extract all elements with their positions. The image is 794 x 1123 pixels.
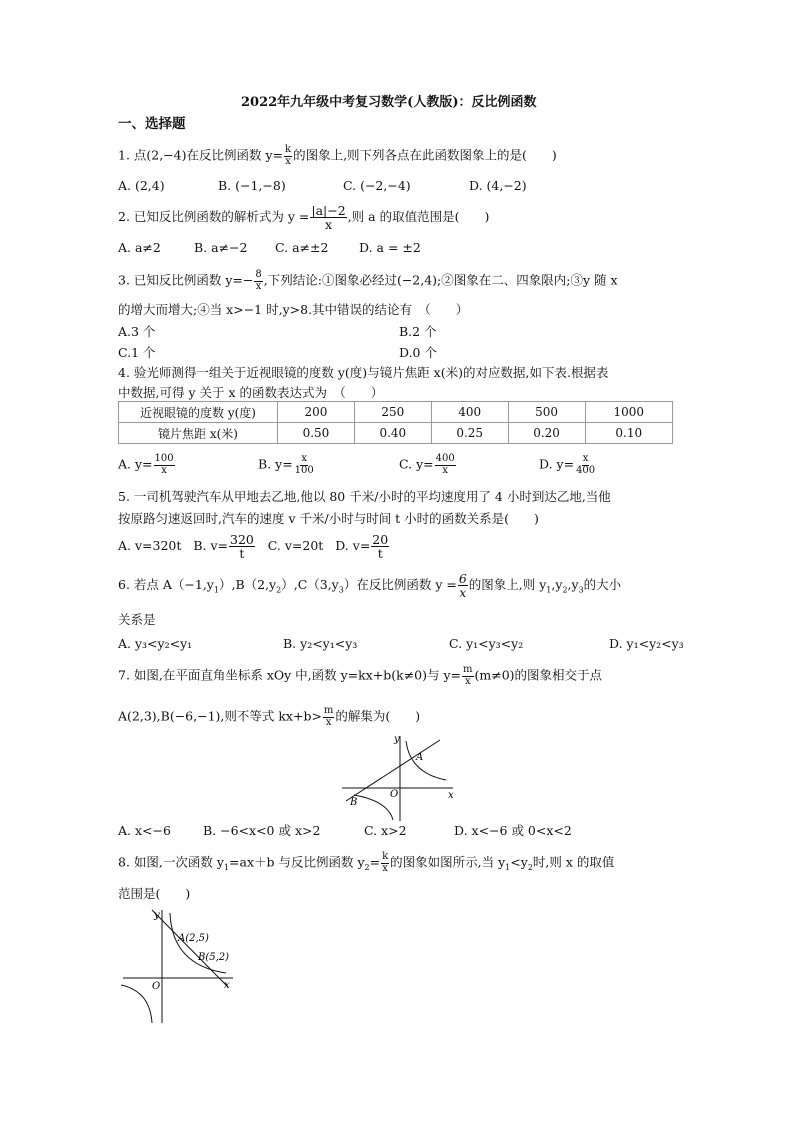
q7-axis-y-label: y (394, 734, 400, 745)
q1-option-a[interactable]: A. (2,4) (118, 178, 165, 193)
q7-figure (340, 733, 460, 823)
q7-option-a[interactable]: A. x<−6 (118, 823, 171, 838)
q1-option-c[interactable]: C. (−2,−4) (343, 178, 411, 193)
q3-option-a[interactable]: A.3 个 (118, 324, 156, 339)
q7-option-d[interactable]: D. x<−6 或 0<x<2 (454, 823, 572, 838)
q2-option-d[interactable]: D. a = ±2 (359, 240, 421, 255)
question-3: 3. 已知反比例函数 y=− $\frac{8}{x}$ ,下列结论:①图象必经过(−2,4);②图象在二、四象限内;③y 随 x (118, 269, 618, 292)
q7-option-c[interactable]: C. x>2 (364, 823, 407, 838)
q5-option-b[interactable]: B. v= $\frac{320}{t}$ (193, 532, 254, 562)
table-cell: 250 (354, 402, 431, 423)
question-6: 6. 若点 $A(-1,y_1),B(2,y_2),C(3,y_3)$在反比例函数 y = $\frac{6}{x}$ 的图象上,则 $y_1,y_2,y_3$的大小 (118, 571, 622, 601)
q4-data-table (118, 401, 673, 444)
q8-axis-y-label: y (154, 910, 160, 921)
table-cell: 镜片焦距 x(米) (119, 423, 278, 444)
q3-option-b[interactable]: B.2 个 (399, 324, 437, 339)
q6-option-c[interactable]: C. y₁<y₃<y₂ (449, 636, 524, 651)
table-cell: 0.25 (431, 423, 508, 444)
question-8-line2: 范围是( ) (118, 886, 191, 901)
q4-option-b[interactable]: B. y= $\frac{x}{100}$ (258, 453, 314, 476)
q3-option-c[interactable]: C.1 个 (118, 345, 156, 360)
q5-option-c[interactable]: C. v=20t (267, 538, 324, 554)
question-5: 5. 一司机驾驶汽车从甲地去乙地,他以 80 千米/小时的平均速度用了 4 小时到达乙地,当他 (118, 489, 611, 504)
question-5-line2: 按原路匀速返回时,汽车的速度 v 千米/小时与时间 t 小时的函数关系是( ) (118, 511, 539, 526)
q7-origin-label: O (390, 789, 399, 800)
q8-origin-label: O (152, 981, 161, 992)
q2-option-a[interactable]: A. a≠2 (118, 240, 161, 255)
question-1: 1. 点(2,−4)在反比例函数 y= $\frac{k}{x}$ 的图象上,则下列各点在此函数图象上的是( ) (118, 144, 557, 167)
table-cell: 200 (278, 402, 355, 423)
q8-axis-x-label: x (224, 980, 230, 991)
question-8: 8. 如图,一次函数 $y_1=ax+b$ 与反比例函数 $y_2=$ $\frac{k}{x}$ 的图象如图所示,当 $y_1<y_2$时,则 x 的取值 (118, 851, 615, 874)
table-row (119, 402, 673, 423)
question-2: 2. 已知反比例函数的解析式为 y = $\frac{|a|-2}{x}$ ,则 a 的取值范围是( ) (118, 203, 490, 233)
q7-point-a-label: A (416, 752, 424, 763)
q7-option-b[interactable]: B. −6<x<0 或 x>2 (203, 823, 321, 838)
q8-point-a-label: A(2,5) (178, 933, 209, 944)
table-cell: 近视眼镜的度数 y(度) (119, 402, 278, 423)
q8-point-b-label: B(5,2) (198, 952, 230, 963)
q5-option-a[interactable]: A. v=320t (118, 538, 182, 554)
question-3-line2: 的增大而增大;④当 x>−1 时,y>8.其中错误的结论有 （ ） (118, 302, 469, 317)
table-cell: 500 (508, 402, 585, 423)
table-cell: 1000 (585, 402, 673, 423)
q6-option-b[interactable]: B. y₂<y₁<y₃ (283, 636, 358, 651)
page-title: 2022年九年级中考复习数学(人教版)：反比例函数 (241, 95, 537, 110)
section-heading: 一、选择题 (118, 116, 186, 132)
q4-option-c[interactable]: C. y= $\frac{400}{x}$ (399, 453, 455, 476)
q8-figure (118, 905, 238, 1025)
q1-option-b[interactable]: B. (−1,−8) (218, 178, 286, 193)
question-7: 7. 如图,在平面直角坐标系 xOy 中,函数 y=kx+b(k≠0)与 y= $\frac{m}{x}$ (m≠0)的图象相交于点 (118, 664, 603, 687)
table-cell: 0.40 (354, 423, 431, 444)
table-cell: 0.50 (278, 423, 355, 444)
q7-axis-x-label: x (448, 790, 454, 801)
q5-option-d[interactable]: D. v= $\frac{20}{t}$ (335, 532, 389, 562)
q2-option-b[interactable]: B. a≠−2 (194, 240, 248, 255)
table-cell: 400 (431, 402, 508, 423)
question-4-line2: 中数据,可得 y 关于 x 的函数表达式为 （ ） (118, 385, 384, 400)
question-4: 4. 验光师测得一组关于近视眼镜的度数 y(度)与镜片焦距 x(米)的对应数据,如下表.根据表 (118, 365, 609, 380)
q4-option-a[interactable]: A. y= $\frac{100}{x}$ (118, 453, 174, 476)
table-row (119, 423, 673, 444)
q1-option-d[interactable]: D. (4,−2) (469, 178, 527, 193)
q7-point-b-label: B (350, 797, 358, 808)
q6-option-a[interactable]: A. y₃<y₂<y₁ (118, 636, 193, 651)
q2-option-c[interactable]: C. a≠±2 (275, 240, 329, 255)
q6-option-d[interactable]: D. y₁<y₂<y₃ (609, 636, 684, 651)
q3-option-d[interactable]: D.0 个 (399, 345, 437, 360)
question-7-line2: A(2,3),B(−6,−1),则不等式 kx+b> $\frac{m}{x}$ 的解集为( ) (118, 705, 421, 728)
q5-options (118, 533, 390, 560)
question-6-line2: 关系是 (118, 612, 156, 627)
q4-option-d[interactable]: D. y= $\frac{x}{400}$ (539, 453, 596, 476)
table-cell: 0.10 (585, 423, 673, 444)
table-cell: 0.20 (508, 423, 585, 444)
